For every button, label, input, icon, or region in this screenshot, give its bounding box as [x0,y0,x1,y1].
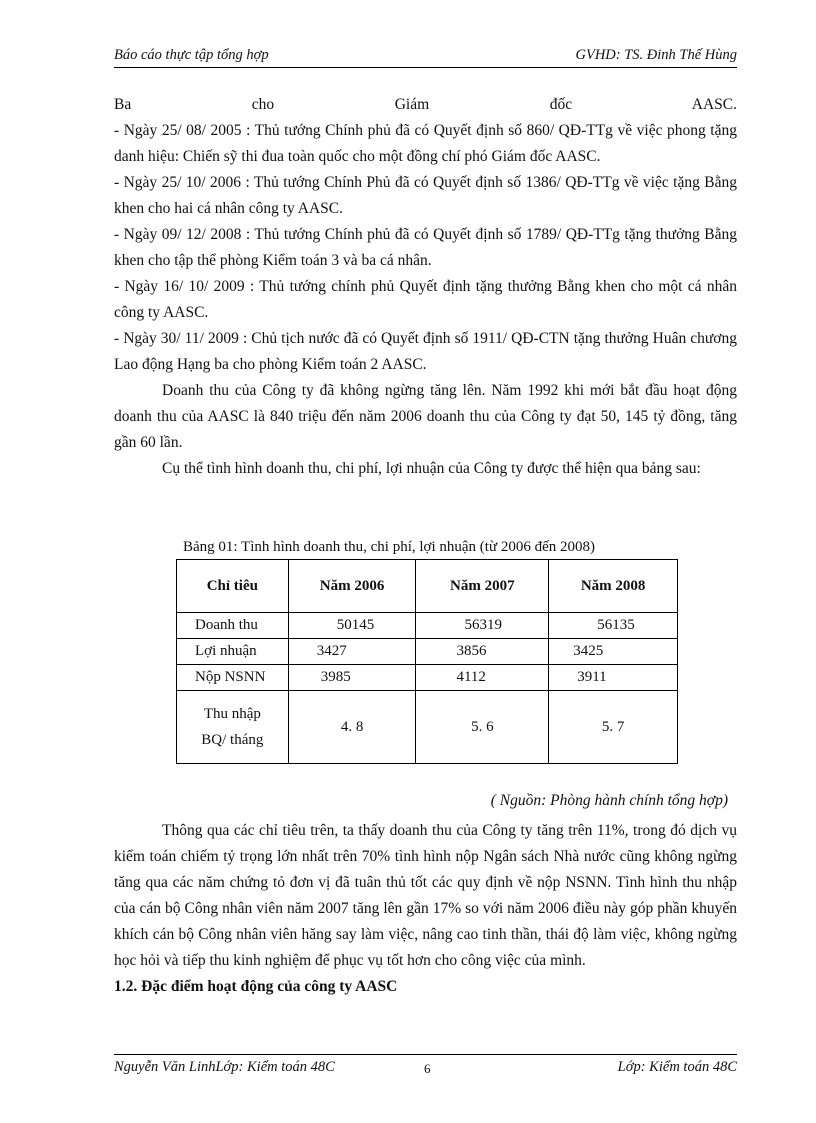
table-cell: 4. 8 [288,691,416,764]
award-item-2006: - Ngày 25/ 10/ 2006 : Thủ tướng Chính Phủ đã có Quyết định số 1386/ QĐ-TTg về việc tặng Bằng khen cho hai cá nhân công ty AASC. [114,174,737,217]
revenue-paragraph: Doanh thu của Công ty đã không ngừng tăng lên. Năm 1992 khi mới bắt đầu hoạt động doanh thu của AASC là 840 triệu đến năm 2006 doanh thu của Công ty đạt 50, 145 tỷ đồng, tăng gần 60 lần. [114,382,737,451]
award-item-2009b: - Ngày 30/ 11/ 2009 : Chủ tịch nước đã có Quyết định số 1911/ QĐ-CTN tặng thưởng Huân chương Lao động Hạng ba cho phòng Kiểm toán 2 AASC. [114,330,737,373]
table-cell: 3856 [416,639,549,665]
table-cell: 3985 [288,665,416,691]
award-item-2005: - Ngày 25/ 08/ 2005 : Thủ tướng Chính phủ đã có Quyết định số 860/ QĐ-TTg về việc phong tặng danh hiệu: Chiến sỹ thi đua toàn quốc cho một đồng chí phó Giám đốc AASC. [114,122,737,165]
revenue-table [176,559,678,764]
table-caption: Bảng 01: Tình hình doanh thu, chi phí, lợi nhuận (từ 2006 đến 2008) [183,539,595,555]
footer-class: Lớp: Kiểm toán 48C [617,1059,737,1075]
row-label: Doanh thu [177,613,289,639]
row-label: Nộp NSNN [177,665,289,691]
row-label-line: Thu nhập [203,706,261,722]
section-heading: 1.2. Đặc điểm hoạt động của công ty AASC [114,978,398,995]
analysis-paragraph: Thông qua các chỉ tiêu trên, ta thấy doanh thu của Công ty tăng trên 11%, trong đó dịch vụ kiểm toán chiếm tỷ trọng lớn nhất trên 70% tình hình nộp Ngân sách Nhà nước cũng không ngừng tăng qua các năm chứng tỏ đơn vị đã tuân thủ tốt các quy định về nộp NSNN. Tình hình thu nhập của cán bộ Công nhân viên năm 2007 tăng lên gần 17% so với năm 2006 điều này góp phần khuyến khích cán bộ Công nhân viên hăng say làm việc, nâng cao tinh thần, thái độ làm việc, không ngừng học hỏi và tiếp thu kinh nghiệm để phục vụ tốt hơn cho công việc của mình. [114,822,737,969]
page-number: 6 [424,1061,431,1076]
table-row [177,691,678,764]
table-header-cell: Năm 2006 [288,560,416,613]
table-cell: 50145 [288,613,416,639]
table-header-row [177,560,678,613]
table-header-cell: Năm 2008 [549,560,678,613]
table-cell: 3911 [549,665,678,691]
paragraph-continuation: Ba cho Giám đốc AASC. [114,96,737,113]
table-cell: 5. 6 [416,691,549,764]
body-text-lower [114,818,737,1000]
table-cell: 3427 [288,639,416,665]
page-header [114,47,737,67]
award-item-2008: - Ngày 09/ 12/ 2008 : Thủ tướng Chính phủ đã có Quyết định số 1789/ QĐ-TTg tặng thưởng Bằng khen cho tập thể phòng Kiểm toán 3 và ba cá nhân. [114,226,737,269]
table-cell: 56135 [549,613,678,639]
header-divider [114,67,737,68]
table-cell: 5. 7 [549,691,678,764]
header-supervisor: GVHD: TS. Đinh Thế Hùng [575,47,737,63]
table-row [177,639,678,665]
footer-author: Nguyễn Văn LinhLớp: Kiểm toán 48C [114,1059,335,1075]
table-header-cell: Chỉ tiêu [177,560,289,613]
table-cell: 3425 [549,639,678,665]
table-cell: 4112 [416,665,549,691]
table-header-cell: Năm 2007 [416,560,549,613]
footer-divider [114,1054,737,1055]
body-text-upper [114,92,737,482]
table-row [177,665,678,691]
row-label-line: BQ/ tháng [201,732,264,748]
row-label: Lợi nhuận [177,639,289,665]
table-intro-paragraph: Cụ thể tình hình doanh thu, chi phí, lợi nhuận của Công ty được thể hiện qua bảng sau: [162,460,701,477]
table-row [177,613,678,639]
row-label [177,691,289,764]
award-item-2009a: - Ngày 16/ 10/ 2009 : Thủ tướng chính phủ Quyết định tặng thưởng Bằng khen cho một cá nhân công ty AASC. [114,278,737,321]
table-cell: 56319 [416,613,549,639]
header-report-title: Báo cáo thực tập tổng hợp [114,47,269,63]
table-source-note: ( Nguồn: Phòng hành chính tổng hợp) [490,792,728,809]
